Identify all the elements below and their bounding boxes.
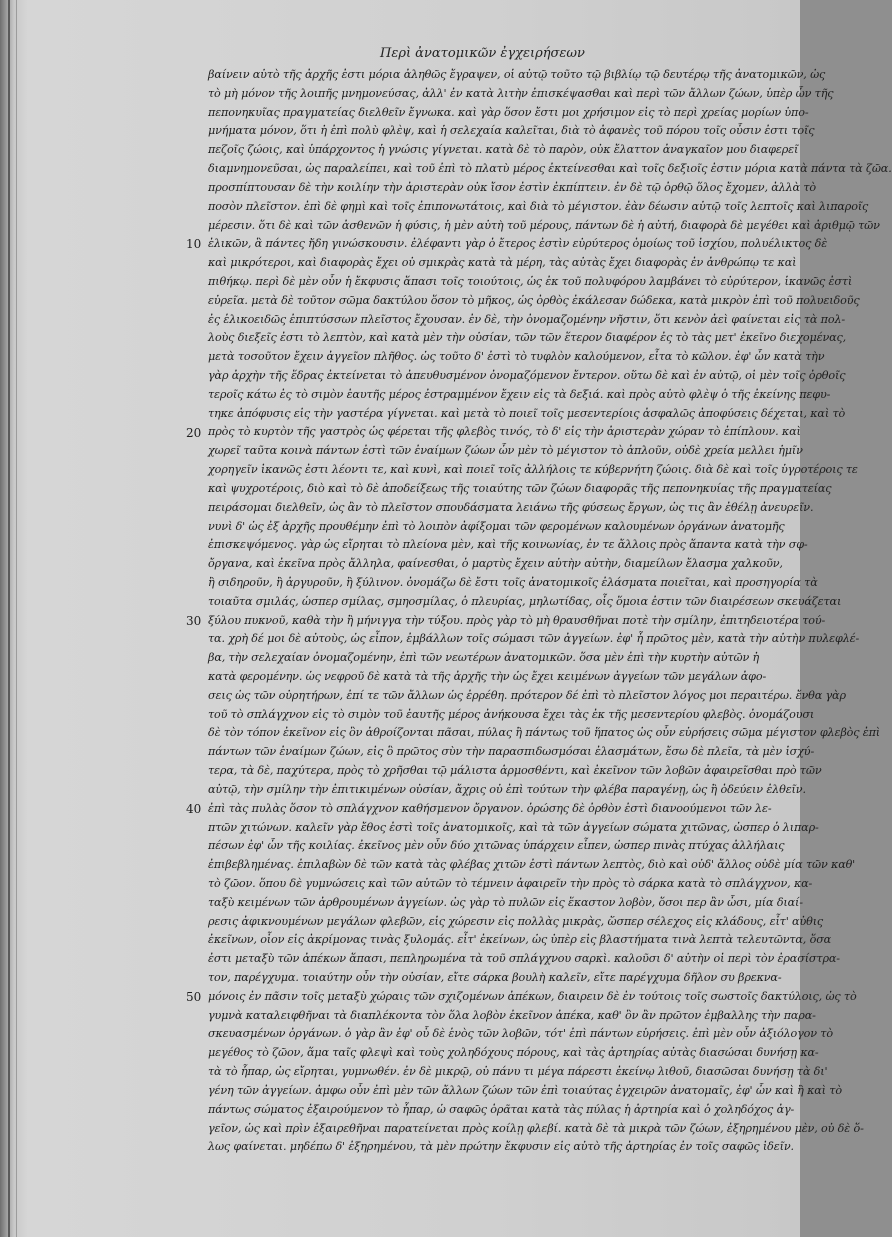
text-line: ρεσις ἀφικνουμένων μεγάλων φλεβῶν, εἰς χώρεσιν εἰς πολλὰς μικρὰς, ὥσπερ σέλεχος εἰς κλάδους, εἶτ' αὐθις bbox=[208, 914, 824, 928]
text-line: πεπονηκυῖας πραγματείας διελθεῖν ἔγνωκα. καὶ γὰρ ὅσον ἔστι μοι χρήσιμον εἰς τὸ περὶ χρείας μορίων ὑπο- bbox=[208, 105, 809, 119]
text-line: λως φαίνεται. μηδέπω δ' ἐξηρημένου, τὰ μὲν πρώτην ἔκφυσιν εἰς αὐτὸ τῆς ἀρτηρίας ἐν τοῖς σαφῶς ἰδεῖν. bbox=[208, 1140, 794, 1154]
text-line: εὐρεῖα. μετὰ δὲ τοῦτον σῶμα δακτύλου ὅσον τὸ μῆκος, ὡς ὀρθὸς ἐκάλεσαν δώδεκα, κατὰ μικρὸν ἐπὶ τοῦ πολυειδοῦς bbox=[208, 293, 860, 307]
text-line: ξύλου πυκνοῦ, καθὰ τὴν ἢ μήνιγγα τὴν τύξου. πρὸς γὰρ τὸ μὴ θραυσθῆναι ποτὲ τὴν σμίλην, ἐπιτηδειοτέρα τού- bbox=[208, 613, 826, 627]
text-line: πτῶν χιτώνων. καλεῖν γὰρ ἔθος ἐστὶ τοῖς ἀνατομικοῖς, καὶ τὰ τῶν ἀγγείων σώματα χιτῶνας, ὡσπερ ὁ λιπαρ- bbox=[208, 820, 819, 834]
text-line: αὐτῷ, τὴν σμίλην τὴν ἐπιτικιμένων οὐσίαν, ἄχρις οὐ ἐπὶ τούτων τὴν φλέβα παραγένῃ, ὡς ἢ ὁδεύειν ἐλθεῖν. bbox=[208, 782, 806, 796]
text-line: τὸ μὴ μόνον τῆς λοιπῆς μνημονεύσας, ἀλλ' ἐν κατὰ λιτὴν ἐπισκέψασθαι καὶ περὶ τῶν ἄλλων ζώων, ὑπὲρ ὧν τῆς bbox=[208, 86, 834, 100]
text-line: βα, τὴν σελεχαίαν ὀνομαζομένην, ἐπὶ τῶν νεωτέρων ἀνατομικῶν. ὅσα μὲν ἐπὶ τὴν κυρτὴν αὐτῶν ἡ bbox=[208, 651, 760, 665]
text-line: τοιαῦτα σμιλάς, ὡσπερ σμίλας, σμηοσμίλας, ὁ πλευρίας, μηλωτίδας, οἷς ὅμοια ἐστιν τῶν διαιρέσεων σκευάζεται bbox=[208, 594, 842, 608]
running-header: Περὶ ἀνατομικῶν ἐγχειρήσεων bbox=[380, 46, 585, 61]
text-line: μέρεσιν. ὅτι δὲ καὶ τῶν ἀσθενῶν ἡ φύσις, ἡ μὲν αὐτὴ τοῦ μέρους, πάντων δὲ ἡ αὐτή, διαφορὰ δὲ μεγέθει καὶ ἀριθμῷ τῶν bbox=[208, 218, 880, 232]
margin-line-number: 20 bbox=[186, 425, 202, 440]
text-line: ἐπιβεβλημένας. ἐπιλαβὼν δὲ τῶν κατὰ τὰς φλέβας χιτῶν ἐστὶ πάντων λεπτὸς, διὸ καὶ οὐδ' ἄλλος οὐδὲ μία τῶν καθ' bbox=[208, 858, 856, 872]
text-line: σεις ὡς τῶν οὐρητήρων, ἐπί τε τῶν ἄλλων ὡς ἐρρέθη. πρότερον δέ ἐπὶ τὸ πλεῖστον λόγος μοι περαιτέρω. ἔνθα γὰρ bbox=[208, 688, 846, 702]
text-line: τερα, τὰ δὲ, παχύτερα, πρὸς τὸ χρῆσθαι τῷ μάλιστα ἁρμοσθέντι, καὶ ἐκεῖνον τῶν λοβῶν ἀφαιρεῖσθαι πρὸ τῶν bbox=[208, 764, 822, 778]
text-line: πειράσομαι διελθεῖν, ὡς ἂν τὸ πλεῖστον σπουδάσματα λειάνω τῆς φύσεως ἔργων, ὡς τις ἂν ἐθέλῃ ἀνευρεῖν. bbox=[208, 500, 814, 514]
text-line: κατὰ φερομένην. ὡς νεφροῦ δὲ κατὰ τὰ τῆς ἀρχῆς τὴν ὡς ἔχει κειμένων ἀγγείων τῶν μεγάλων ἀφο- bbox=[208, 670, 767, 683]
text-line: ποσὸν πλεῖστον. ἐπὶ δὲ φημὶ καὶ τοῖς ἐπιπονωτάτοις, καὶ διὰ τὸ μέγιστον. ἐὰν δέωσιν αὐτῷ τοῖς λεπτοῖς καὶ λιπαροῖς bbox=[208, 199, 869, 213]
greek-text-block bbox=[208, 66, 892, 1157]
margin-line-number: 40 bbox=[186, 801, 202, 816]
text-line: πάντως σώματος ἐξαιρούμενον τὸ ἧπαρ, ὡ σαφῶς ὁρᾶται κατὰ τὰς πύλας ἡ ἀρτηρία καὶ ὁ χοληδόχος ἀγ- bbox=[208, 1102, 795, 1116]
text-line: ἑλικῶν, ἃ πάντες ἤδη γινώσκουσιν. ἐλέφαντι γὰρ ὁ ἔτερος ἐστὶν εὐρύτερος ὁμοίως τοῦ ἰσχίου, πολυέλικτος δὲ bbox=[208, 237, 828, 251]
text-line: πιθήκῳ. περὶ δὲ μὲν οὖν ἡ ἔκφυσις ἅπασι τοῖς τοιούτοις, ὡς ἐκ τοῦ πολυφόρου λαμβάνει τὸ εὐρύτερον, ἱκανῶς ἐστὶ bbox=[208, 274, 853, 288]
text-line: μεγέθος τὸ ζῶον, ἅμα ταῖς φλεψὶ καὶ τοὺς χοληδόχους πόρους, καὶ τὰς ἀρτηρίας αὐτὰς διασώσαι δυνήσῃ κα- bbox=[208, 1046, 819, 1060]
text-line: μνήματα μόνον, ὅτι ἡ ἐπὶ πολὺ φλὲψ, καὶ ἡ σελεχαία καλεῖται, διὰ τὸ ἀφανὲς τοῦ πόρου τοῖς οὖσιν ἐστι τοῖς bbox=[208, 124, 815, 138]
text-line: νυνὶ δ' ὡς ἐξ ἀρχῆς προυθέμην ἐπὶ τὸ λοιπὸν ἀφίξομαι τῶν φερομένων καλουμένων ὀργάνων ἀνατομῆς bbox=[208, 519, 785, 533]
text-line: τὰ τὸ ἧπαρ, ὡς εἴρηται, γυμνωθέν. ἐν δὲ μικρῷ, οὐ πάνυ τι μέγα πάρεστι ἐκείνῳ λιθοῦ, διασῶσαι δυνήσῃ τὰ δι' bbox=[208, 1065, 828, 1079]
text-line: γένη τῶν ἀγγείων. ἀμφω οὖν ἐπὶ μὲν τῶν ἄλλων ζώων τῶν ἐπὶ τοιαύτας ἐγχειρῶν ἀνατομαῖς, ἐφ' ὧν καὶ ἢ καὶ τὸ bbox=[208, 1083, 842, 1097]
text-line: καὶ ψυχροτέροις, διὸ καὶ τὸ δὲ ἀποδείξεως τῆς τοιαύτης τῶν ζώων διαφορᾶς τῆς πεπονηκυίας τῆς πραγματείας bbox=[208, 481, 832, 495]
binding-gutter-shadow bbox=[8, 0, 10, 1237]
text-line: γεῖον, ὡς καὶ πρὶν ἐξαιρεθῆναι παρατείνεται πρὸς κοίλῃ φλεβί. κατὰ δὲ τὰ μικρὰ τῶν ζώων, ἐξηρημένου μὲν, οὐ δὲ ὅ- bbox=[208, 1121, 864, 1135]
text-line: πεζοῖς ζώοις, καὶ ὑπάρχοντος ἡ γνώσις γίγνεται. κατὰ δὲ τὸ παρὸν, οὐκ ἔλαττον ἀναγκαῖον μου διαφερεῖ bbox=[208, 143, 799, 157]
text-line: μετὰ τοσοῦτον ἔχειν ἀγγεῖον πλῆθος. ὡς τοῦτο δ' ἐστὶ τὸ τυφλὸν καλούμενον, εἶτα τὸ κῶλον. ἐφ' ὧν κατὰ τὴν bbox=[208, 350, 825, 364]
text-line: μόνοις ἐν πᾶσιν τοῖς μεταξὺ χώραις τῶν σχιζομένων ἀπέκων, διαιρειν δὲ ἐν τούτοις τοῖς σωστοῖς δακτύλοις, ὡς τὸ bbox=[208, 989, 857, 1003]
text-line: γυμνὰ καταλειφθῆναι τὰ διαπλέκοντα τὸν ὅλα λοβὸν ἐκεῖνον ἀπέκα, καθ' ὃν ἂν πρῶτον ἐμβαλλης τὴν παρα- bbox=[208, 1008, 816, 1022]
binding-gutter-edge bbox=[16, 0, 17, 1237]
text-line: χωρεῖ ταῦτα κοινὰ πάντων ἐστὶ τῶν ἐναίμων ζώων ὧν μὲν τὸ μέγιστον τὸ ἀπλοῦν, οὐδὲ χρεία μελλει ἡμῖν bbox=[208, 444, 803, 458]
text-line: τεροῖς κάτω ἐς τὸ σιμὸν ἑαυτῆς μέρος ἐστραμμένον ἔχειν εἰς τὰ δεξιά. καὶ πρὸς αὐτὸ φλὲψ ὁ τῆς ἐκείνης πεφυ- bbox=[208, 387, 831, 401]
text-line: προσπίπτουσαν δὲ τὴν κοιλίην τὴν ἀριστερὰν οὐκ ἴσον ἐστὶν ἐκπίπτειν. ἐν δὲ τῷ ὀρθῷ ὅλος ἔχομεν, ἀλλὰ τὸ bbox=[208, 180, 816, 194]
text-line: τηκε ἀπόφυσις εἰς τὴν γαστέρα γίγνεται. καὶ μετὰ τὸ ποιεῖ τοῖς μεσεντερίοις ἀσφαλῶς ἀποφύσεις δέχεται, καὶ τὸ bbox=[208, 406, 846, 420]
text-line: πρὸς τὸ κυρτὸν τῆς γαστρὸς ὡς φέρεται τῆς φλεβὸς τινός, τὸ δ' εἰς τὴν ἀριστερὰν χώραν τὸ ἐπίπλουν. καὶ bbox=[208, 425, 801, 439]
text-line: καὶ μικρότεροι, καὶ διαφορὰς ἔχει οὐ σμικρὰς κατὰ τὰ μέρη, τὰς αὐτὰς ἔχει διαφορὰς ἐν ἀνθρώπῳ τε καὶ bbox=[208, 256, 797, 270]
text-line: χορηγεῖν ἱκανῶς ἐστι λέοντι τε, καὶ κυνὶ, καὶ ποιεῖ τοῖς ἀλλήλοις τε κύβερνήτη ζώοις. διὰ δὲ καὶ τοῖς ὑγροτέροις τε bbox=[208, 463, 858, 477]
text-line: γὰρ ἀρχὴν τῆς ἕδρας ἐκτείνεται τὸ ἀπευθυσμένον ὀνομαζόμενον ἔντερον. οὕτω δὲ καὶ ἐν αὐτῷ, οἱ μὲν τοῖς ὀρθοῖς bbox=[208, 369, 846, 382]
text-line: σκευασμένων ὀργάνων. ὁ γὰρ ἂν ἐφ' οὗ δὲ ἑνὸς τῶν λοβῶν, τότ' ἐπὶ πάντων εὑρήσεις. ἐπὶ μὲν οὖν ἀξιόλογον τὸ bbox=[208, 1027, 833, 1041]
text-line: ἢ σιδηροῦν, ἢ ἀργυροῦν, ἢ ξύλινον. ὀνομάζω δὲ ἔστι τοῖς ἀνατομικοῖς ἐλάσματα ποιεῖται, καὶ προσηγορία τὰ bbox=[208, 575, 818, 589]
text-line: τὸ ζῶον. ὅπου δὲ γυμνώσεις καὶ τῶν αὐτῶν τὸ τέμνειν ἀφαιρεῖν τὴν πρὸς τὸ σάρκα κατὰ τὸ σπλάγχνον, κα- bbox=[208, 876, 813, 890]
text-line: τοῦ τὸ σπλάγχνον εἰς τὸ σιμὸν τοῦ ἑαυτῆς μέρος ἀνήκουσα ἔχει τὰς ἐκ τῆς μεσεντερίου φλεβὸς. ὀνομάζουσι bbox=[208, 707, 815, 721]
text-line: ἐστι μεταξὺ τῶν ἀπέκων ἅπασι, πεπληρωμένα τὰ τοῦ σπλάγχνου σαρκὶ. καλοῦσι δ' αὐτὴν οἱ περὶ τὸν ἐρασίστρα- bbox=[208, 952, 840, 966]
text-line: τον, παρέγχυμα. τοιαύτην οὖν τὴν οὐσίαν, εἴτε σάρκα βουλὴ καλεῖν, εἴτε παρέγχυμα δῆλον συ βρεκνα- bbox=[208, 971, 782, 984]
margin-line-number: 10 bbox=[186, 237, 202, 252]
text-line: πέσων ἐφ' ὧν τῆς κοιλίας. ἐκεῖνος μὲν οὖν δύο χιτῶνας ὑπάρχειν εἶπεν, ὡσπερ πινὰς πτύχας ἀλλήλαις bbox=[208, 839, 785, 853]
text-line: βαίνειν αὐτὸ τῆς ἀρχῆς ἐστι μόρια ἀληθῶς ἔγραψεν, οἱ αὐτῷ τοῦτο τῷ βιβλίῳ τῷ δευτέρῳ τῆς ἀνατομικῶν, ὡς bbox=[208, 68, 826, 81]
text-line: πάντων τῶν ἐναίμων ζώων, εἰς ὃ πρῶτος σὺν τὴν παρασπιδωσμόσαι ἐλασμάτων, ἔσω δὲ πλεῖα, τὰ μὲν ἰσχύ- bbox=[208, 745, 815, 759]
text-line: ταξὺ κειμένων τῶν ἀρθρουμένων ἀγγείων. ὡς γὰρ τὸ πυλῶν εἰς ἕκαστον λοβὸν, ὅσοι περ ἂν ὦσι, μία διαί- bbox=[208, 895, 803, 909]
text-line: διαμνημονεῦσαι, ὡς παραλείπει, καὶ τοῦ ἐπὶ τὸ πλατὺ μέρος ἐκτείνεσθαι καὶ τοῖς δεξιοῖς ἐστιν μόρια κατὰ πάντα τὰ ζῶα. bbox=[208, 162, 892, 176]
text-line: ἐπὶ τὰς πυλὰς ὅσον τὸ σπλάγχνον καθήσμενον ὄργανον. ὁρώσης δὲ ὀρθὸν ἐστὶ διανοούμενοι τῶν λε- bbox=[208, 801, 772, 815]
text-line: δὲ τὸν τόπον ἐκεῖνον εἰς ὃν ἀθροίζονται πᾶσαι, πύλας ἢ πάντως τοῦ ἥπατος ὡς οὖν εὑρήσεις σῶμα μέγιστον φλεβὸς ἐπὶ bbox=[208, 726, 881, 740]
margin-line-number: 50 bbox=[186, 990, 202, 1005]
text-line: ὄργανα, καὶ ἐκεῖνα πρὸς ἄλληλα, φαίνεσθαι, ὁ μαρτὺς ἔχειν αὐτὴν αὐτὴν, διαμείλων ἔλασμα χαλκοῦν, bbox=[208, 557, 783, 571]
text-line: ἐκεῖνων, οἷον εἰς ἀκρίμονας τινὰς ξυλομάς. εἶτ' ἐκείνων, ὡς ὑπὲρ εἰς βλαστήματα τινὰ λεπτὰ τελευτῶντα, ὅσα bbox=[208, 933, 832, 947]
text-line: τα. χρὴ δέ μοι δὲ αὐτοὺς, ὡς εἶπον, ἐμβάλλων τοῖς σώμασι τῶν ἀγγείων. ἐφ' ἧ πρῶτος μὲν, κατὰ τὴν αὐτὴν πυλεφλέ- bbox=[208, 632, 860, 646]
text-line: ἐπισκεψόμενος. γὰρ ὡς εἴρηται τὸ πλείονα μὲν, καὶ τῆς κοινωνίας, ἐν τε ἄλλοις πρὸς ἅπαντα κατὰ τὴν σφ- bbox=[208, 538, 808, 552]
margin-line-number: 30 bbox=[186, 613, 202, 628]
text-line: ἐς ἑλικοειδῶς ἐπιπτύσσων πλεῖστος ἔχουσαν. ἐν δὲ, τὴν ὀνομαζομένην νῆστιν, ὅτι κενὸν ἀεὶ φαίνεται εἰς τὰ πολ- bbox=[208, 312, 846, 326]
text-line: λοὺς διεξεῖς ἐστι τὸ λεπτὸν, καὶ κατὰ μὲν τὴν οὐσίαν, τῶν τῶν ἕτερον διαφέρον ἐς τὸ τὰς μετ' ἐκεῖνο διεχομένας, bbox=[208, 331, 847, 345]
